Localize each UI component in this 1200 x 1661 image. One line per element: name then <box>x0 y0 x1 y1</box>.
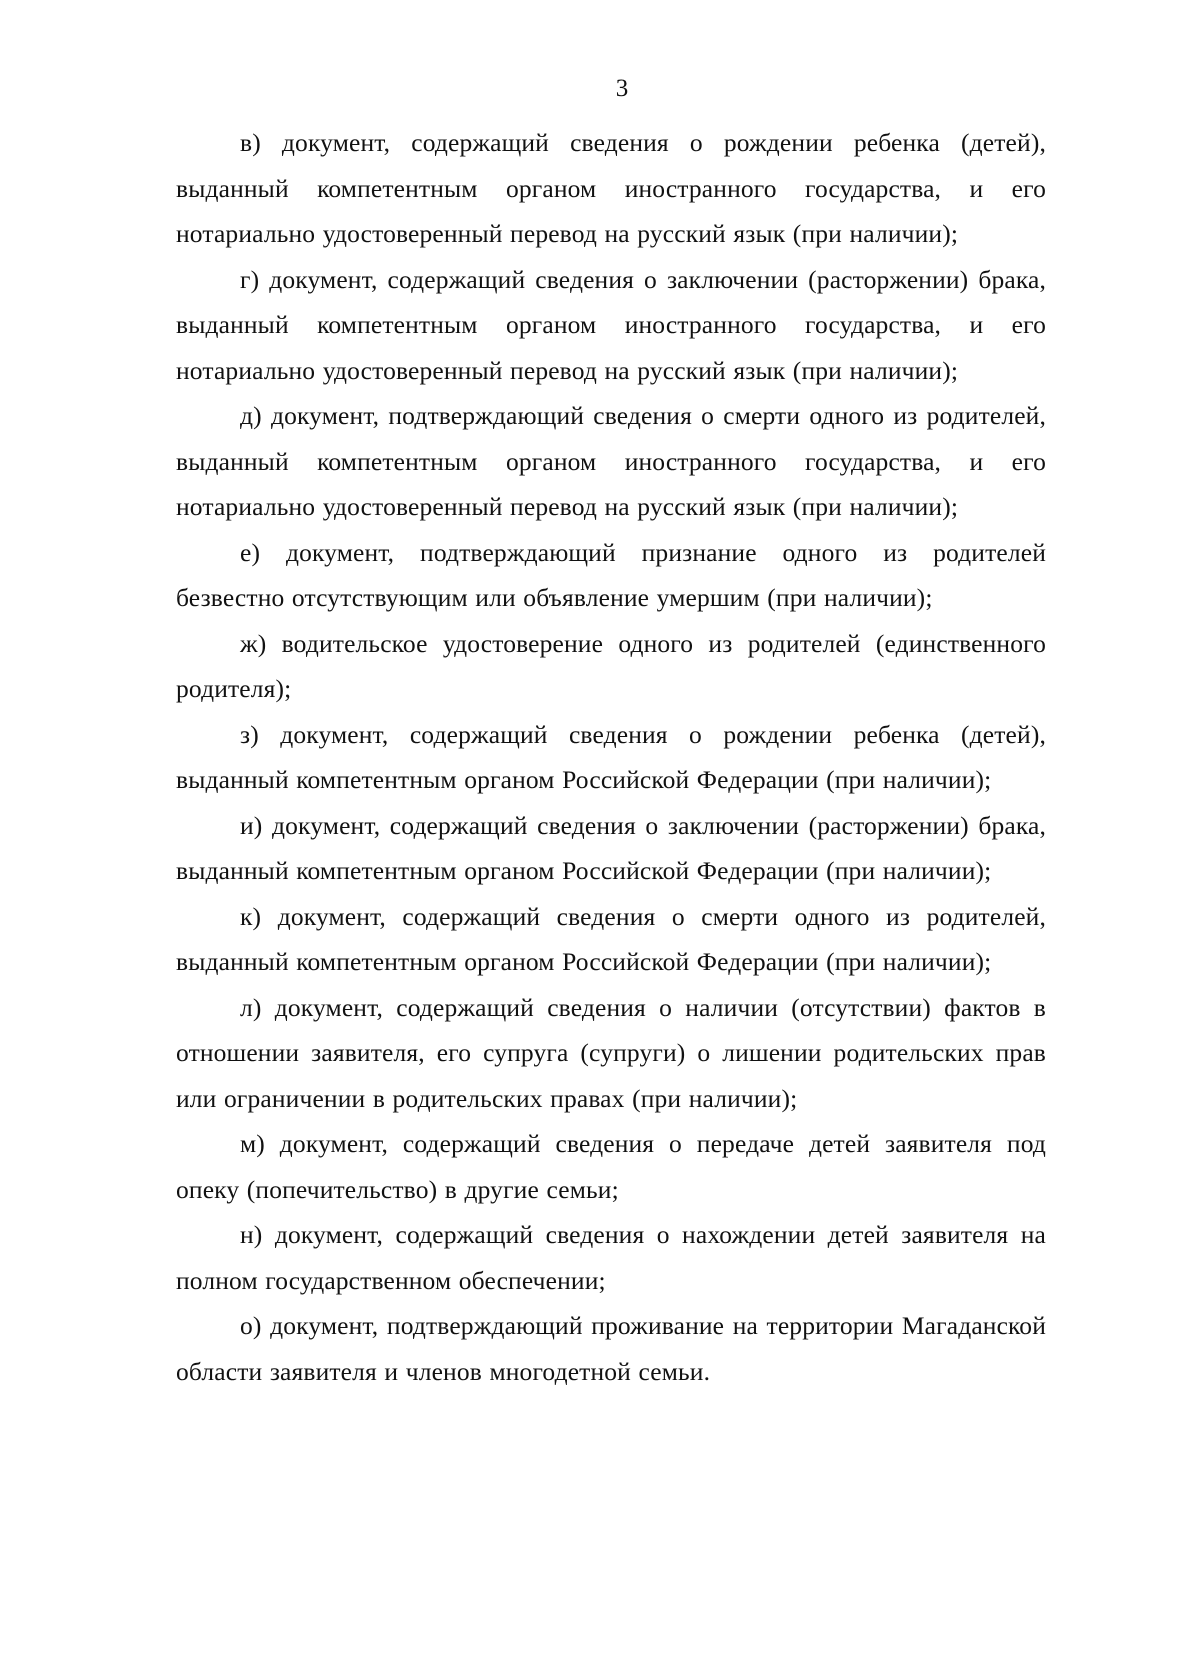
clause-g: г) документ, содержащий сведения о заключении (расторжении) брака, выданный компетентным органом иностранного государства, и его нотариально удостоверенный перевод на русский язык (при наличии); <box>176 264 1046 385</box>
clause-i: и) документ, содержащий сведения о заключении (расторжении) брака, выданный компетентным органом Российской Федерации (при наличии); <box>176 810 1046 885</box>
clause-e: е) документ, подтверждающий признание одного из родителей безвестно отсутствующим или объявление умершим (при наличии); <box>176 537 1046 612</box>
clause-l: л) документ, содержащий сведения о наличии (отсутствии) фактов в отношении заявителя, его супруга (супруги) о лишении родительских прав или ограничении в родительских правах (при наличии); <box>176 992 1046 1113</box>
clause-m: м) документ, содержащий сведения о передаче детей заявителя под опеку (попечительство) в другие семьи; <box>176 1129 1046 1204</box>
page-number: 3 <box>615 75 629 102</box>
clause-k: к) документ, содержащий сведения о смерти одного из родителей, выданный компетентным органом Российской Федерации (при наличии); <box>176 901 1046 976</box>
clause-o: о) документ, подтверждающий проживание на территории Магаданской области заявителя и членов многодетной семьи. <box>176 1311 1046 1386</box>
clause-n: н) документ, содержащий сведения о нахождении детей заявителя на полном государственном обеспечении; <box>176 1220 1046 1295</box>
clause-zh: ж) водительское удостоверение одного из родителей (единственного родителя); <box>176 628 1046 703</box>
clause-z: з) документ, содержащий сведения о рождении ребенка (детей), выданный компетентным органом Российской Федерации (при наличии); <box>176 719 1046 794</box>
clause-d: д) документ, подтверждающий сведения о смерти одного из родителей, выданный компетентным органом иностранного государства, и его нотариально удостоверенный перевод на русский язык (при наличии); <box>176 401 1046 521</box>
clause-v: в) документ, содержащий сведения о рождении ребенка (детей), выданный компетентным органом иностранного государства, и его нотариально удостоверенный перевод на русский язык (при наличии); <box>176 128 1046 248</box>
document-body <box>176 120 1046 1394</box>
